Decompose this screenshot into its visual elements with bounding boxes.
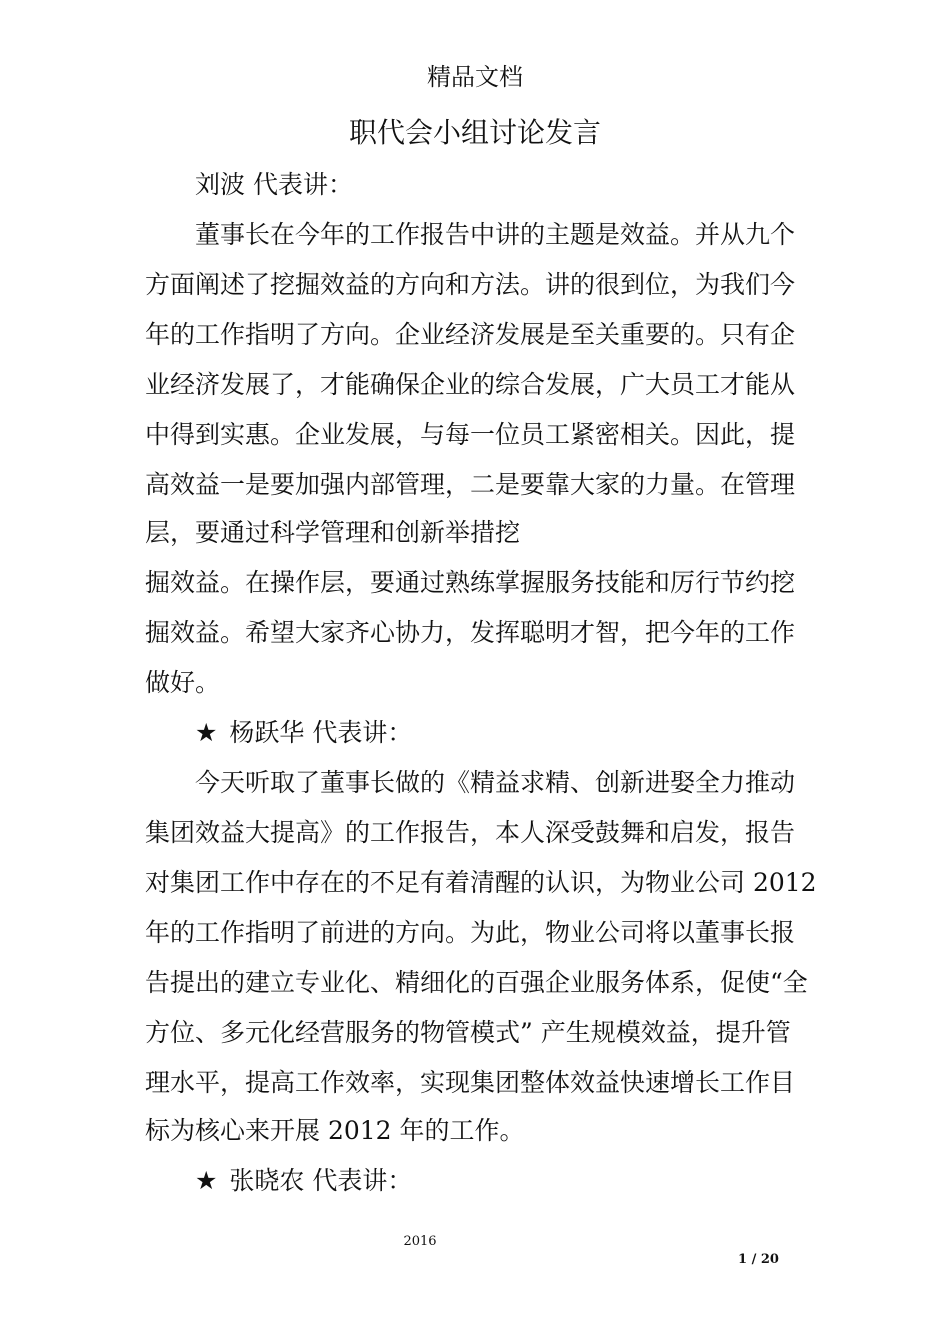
speaker-heading	[195, 1166, 412, 1196]
speaker-heading	[195, 718, 412, 748]
paragraph-line: 董事长在今年的工作报告中讲的主题是效益。并从九个	[195, 220, 796, 249]
speaker-heading: 刘波 代表讲：	[195, 170, 353, 199]
document-title: 职代会小组讨论发言	[348, 116, 601, 149]
paragraph-line: 标为核心来开展 2012 年的工作。	[145, 1116, 525, 1145]
paragraph-line: 方位、多元化经营服务的物管模式” 产生规模效益，提升管	[145, 1018, 791, 1047]
star-icon: ★	[195, 1166, 218, 1195]
paragraph-line: 对集团工作中存在的不足有着清醒的认识，为物业公司 2012	[145, 868, 817, 897]
speaker-name: 张晓农 代表讲：	[229, 1166, 413, 1195]
paragraph-line: 今天听取了董事长做的《精益求精、创新进娶全力推动	[195, 768, 796, 797]
page-indicator: 1 / 20	[738, 1252, 779, 1267]
paragraph-line: 层，要通过科学管理和创新举措挖	[145, 518, 521, 547]
watermark-header: 精品文档	[427, 63, 523, 91]
paragraph-line: 中得到实惠。企业发展，与每一位员工紧密相关。因此，提	[145, 420, 796, 449]
paragraph-line: 掘效益。在操作层，要通过熟练掌握服务技能和厉行节约挖	[145, 568, 796, 597]
paragraph-line: 年的工作指明了方向。企业经济发展是至关重要的。只有企	[145, 320, 796, 349]
paragraph-line: 年的工作指明了前进的方向。为此，物业公司将以董事长报	[145, 918, 796, 947]
star-icon: ★	[195, 718, 218, 747]
paragraph-line: 做好。	[145, 668, 221, 697]
paragraph-line: 掘效益。希望大家齐心协力，发挥聪明才智，把今年的工作	[145, 618, 796, 647]
footer-year: 2016	[403, 1234, 437, 1249]
speaker-name: 杨跃华 代表讲：	[229, 718, 413, 747]
paragraph-line: 方面阐述了挖掘效益的方向和方法。讲的很到位，为我们今	[145, 270, 796, 299]
paragraph-line: 理水平，提高工作效率，实现集团整体效益快速增长工作目	[145, 1068, 796, 1097]
paragraph-line: 集团效益大提高》的工作报告，本人深受鼓舞和启发，报告	[145, 818, 796, 847]
paragraph-line: 业经济发展了，才能确保企业的综合发展，广大员工才能从	[145, 370, 796, 399]
paragraph-line: 告提出的建立专业化、精细化的百强企业服务体系，促使“全	[145, 968, 808, 997]
paragraph-line: 高效益一是要加强内部管理，二是要靠大家的力量。在管理	[145, 470, 796, 499]
